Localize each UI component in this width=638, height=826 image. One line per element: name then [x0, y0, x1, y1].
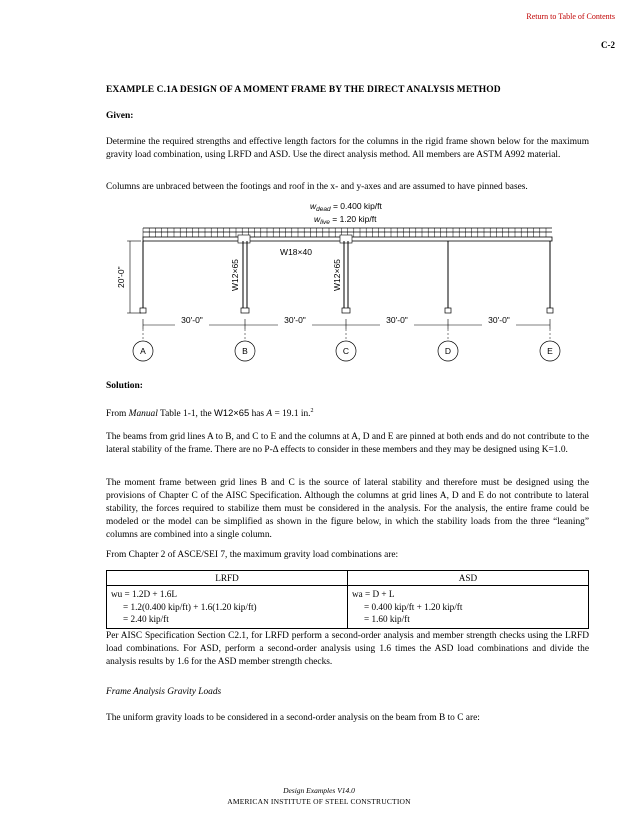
svg-text:E: E — [547, 346, 553, 356]
asd-header: ASD — [348, 571, 589, 586]
svg-text:A: A — [140, 346, 146, 356]
solution-heading: Solution: — [106, 381, 143, 391]
column-b-label: W12×65 — [230, 259, 240, 291]
svg-text:D: D — [444, 346, 452, 356]
footer-title: Design Examples V14.0 — [283, 786, 355, 795]
svg-text:B: B — [242, 346, 248, 356]
grid-line-d — [438, 329, 458, 361]
solution-paragraph-1: From Manual Table 1-1, the W12×65 has A = 19.1 in.$^2$ — [106, 407, 314, 420]
return-to-toc-link[interactable]: Return to Table of Contents — [526, 12, 615, 21]
live-load-label: $w_{live} = 1.20$ kip/ft — [314, 214, 377, 226]
span-label-2: 30'-0" — [284, 315, 306, 325]
span-label-4: 30'-0" — [488, 315, 510, 325]
solution-paragraph-4: From Chapter 2 of ASCE/SEI 7, the maximum gravity load combinations are: — [106, 550, 399, 560]
grid-line-c — [336, 329, 356, 361]
asd-cell: wa = D + L = 0.400 kip/ft + 1.20 kip/ft = 1.60 kip/ft — [348, 586, 589, 629]
grid-line-a — [133, 329, 153, 361]
frame-analysis-subheading: Frame Analysis Gravity Loads — [106, 687, 222, 697]
lrfd-header: LRFD — [107, 571, 348, 586]
column-bases — [140, 308, 553, 313]
solution-paragraph-3: The moment frame between grid lines B and C is the source of lateral stability and therefore must be designed using the provisions of Chapter C of the AISC Specification. Although the columns at grid lines A, D and E do not contribute to lateral stability, the forces required to stabilize them must be considered in the analysis. For the analysis, the entire frame could be modeled or the model can be simplified as shown in the figure below, in which the stability loads from the three “leaning” columns are combined into a single column. — [106, 478, 589, 540]
dead-load-label: $w_{dead} = 0.400$ kip/ft — [310, 201, 382, 213]
svg-text:C: C — [342, 346, 350, 356]
given-heading: Given: — [106, 111, 134, 121]
example-title: EXAMPLE C.1A DESIGN OF A MOMENT FRAME BY THE DIRECT ANALYSIS METHOD — [106, 85, 501, 95]
column-c-label: W12×65 — [332, 259, 342, 291]
footer-publisher: AMERICAN INSTITUTE OF STEEL CONSTRUCTION — [227, 797, 411, 806]
given-paragraph-1: Determine the required strengths and effective length factors for the columns in the rigid frame shown below for the maximum gravity load combination, using LRFD and ASD. Use the direct analysis method. All members are ASTM A992 material. — [106, 137, 589, 160]
beam-label: W18×40 — [280, 247, 312, 257]
grid-line-e — [540, 329, 560, 361]
columns — [143, 241, 550, 313]
given-paragraph-2: Columns are unbraced between the footings and roof in the x- and y-axes and are assumed to have pinned bases. — [106, 182, 528, 192]
frame-figure — [0, 195, 638, 375]
span-label-3: 30'-0" — [386, 315, 408, 325]
solution-paragraph-2: The beams from grid lines A to B, and C to E and the columns at A, D and E are pinned at both ends and do not contribute to the lateral stability of the frame. There are no P-Δ effects to consider in these members and they may be designed using K=1.0. — [106, 432, 589, 455]
span-label-1: 30'-0" — [181, 315, 203, 325]
solution-paragraph-6: The uniform gravity loads to be considered in a second-order analysis on the beam from B to C are: — [106, 713, 480, 723]
lrfd-cell: wu = 1.2D + 1.6L = 1.2(0.400 kip/ft) + 1.6(1.20 kip/ft) = 2.40 kip/ft — [107, 586, 348, 629]
height-label: 20'-0" — [116, 266, 126, 288]
page-number: C-2 — [601, 40, 615, 50]
grid-line-b — [235, 329, 255, 361]
solution-paragraph-5: Per AISC Specification Section C2.1, for LRFD perform a second-order analysis and member strength checks using the LRFD load combinations. For ASD, perform a second-order analysis using 1.6 times the ASD load combinations and divide the analysis results by 1.6 for the ASD member strength checks. — [106, 631, 589, 667]
load-combination-table — [106, 570, 589, 629]
height-dimension — [127, 241, 141, 313]
